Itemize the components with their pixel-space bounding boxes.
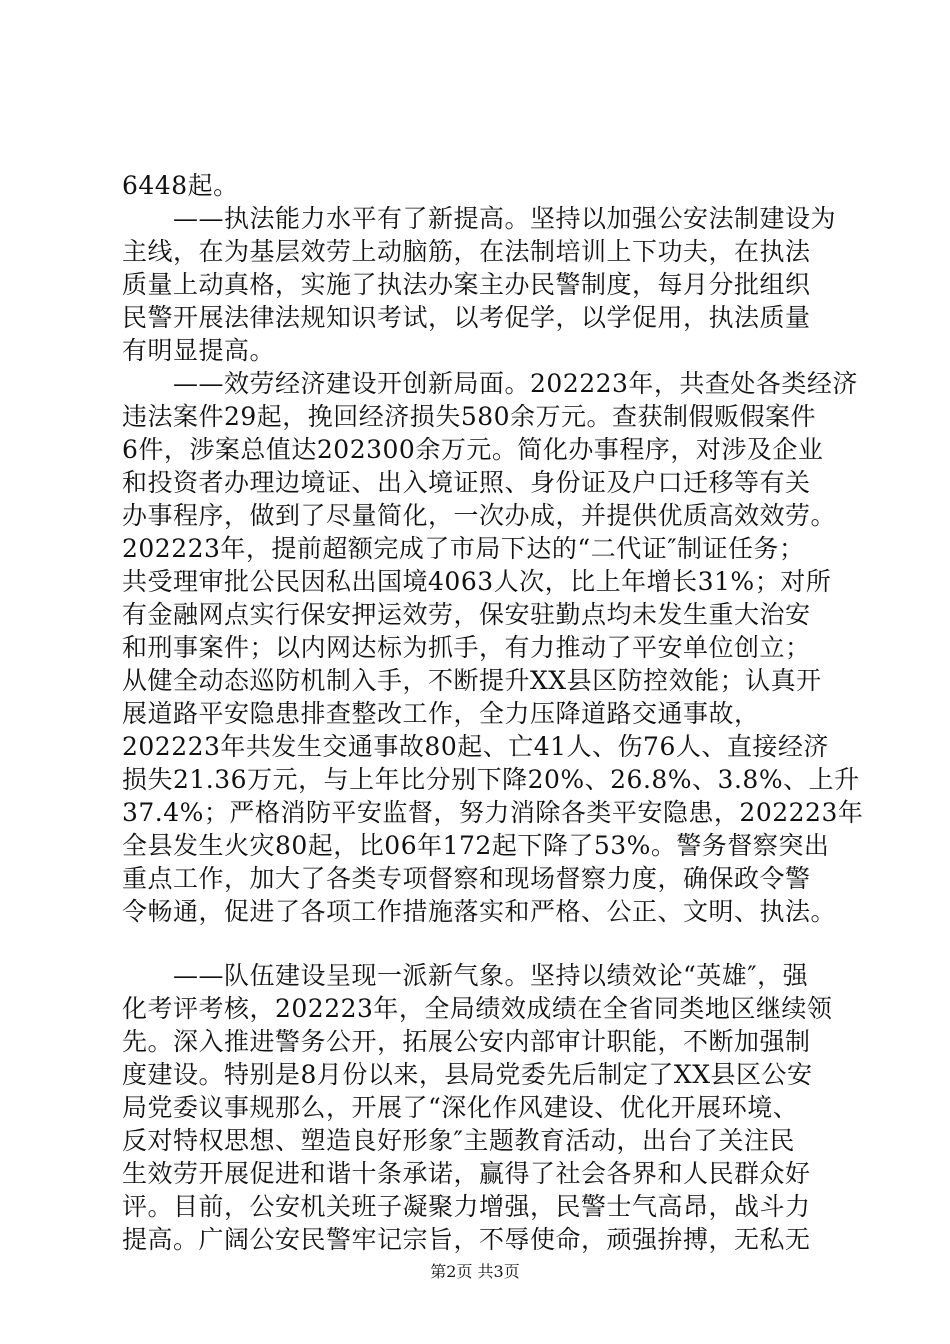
text-line: 和投资者办理边境证、出入境证照、身份证及户口迁移等有关 [122,468,811,497]
text-line: 评。目前，公安机关班子凝聚力增强，民警士气高昂，战斗力 [122,1192,811,1221]
text-line: 有金融网点实行保安押运效劳，保安驻勤点均未发生重大治安 [122,600,811,629]
text-line: 违法案件29起，挽回经济损失580余万元。查获制假贩假案件 [122,402,817,431]
text-line: 民警开展法律法规知识考试，以考促学，以学促用，执法质量 [122,303,811,332]
page-number-footer: 第2页 共3页 [430,1262,520,1281]
text-line: 主线，在为基层效劳上动脑筋，在法制培训上下功夫，在执法 [122,237,811,266]
text-line: 共受理审批公民因私出国境4063人次，比上年增长31%；对所 [122,567,832,596]
text-line: 重点工作，加大了各类专项督察和现场督察力度，确保政令警 [122,864,811,893]
text-line: 6448起。 [122,171,239,200]
text-line: 质量上动真格，实施了执法办案主办民警制度，每月分批组织 [122,270,811,299]
text-line: 度建设。特别是8月份以来，县局党委先后制定了XX县区公安 [122,1060,813,1089]
text-line: 全县发生火灾80起，比06年172起下降了53%。警务督察突出 [122,831,830,860]
text-line: ——执法能力水平有了新提高。坚持以加强公安法制建设为 [122,204,837,233]
text-line: 202223年共发生交通事故80起、亡41人、伤76人、直接经济 [122,732,829,761]
text-line: 先。深入推进警务公开，拓展公安内部审计职能，不断加强制 [122,1027,811,1056]
text-line: 有明显提高。 [122,336,276,365]
text-line: ——队伍建设呈现一派新气象。坚持以绩效论“英雄″，强 [122,961,809,990]
text-line: ——效劳经济建设开创新局面。202223年，共查处各类经济 [122,369,858,398]
text-line: 令畅通，促进了各项工作措施落实和严格、公正、文明、执法。 [122,897,837,926]
text-line: 展道路平安隐患排查整改工作，全力压降道路交通事故， [122,699,760,728]
text-line: 提高。广阔公安民警牢记宗旨，不辱使命，顽强拚搏，无私无 [122,1225,811,1254]
text-line: 损失21.36万元，与上年比分别下降20%、26.8%、3.8%、上升 [122,765,860,794]
text-line: 从健全动态巡防机制入手，不断提升XX县区防控效能；认真开 [122,666,822,695]
text-line: 办事程序，做到了尽量简化，一次办成，并提供优质高效效劳。 [122,501,837,530]
text-line: 反对特权思想、塑造良好形象″主题教育活动，出台了关注民 [122,1126,795,1155]
text-line: 6件，涉案总值达202300余万元。简化办事程序，对涉及企业 [122,435,824,464]
text-line: 生效劳开展促进和谐十条承诺，赢得了社会各界和人民群众好 [122,1159,811,1188]
text-line: 局党委议事规那么，开展了“深化作风建设、优化开展环境、 [122,1093,799,1122]
text-line: 化考评考核，202223年，全局绩效成绩在全省同类地区继续领 [122,994,833,1023]
text-line: 和刑事案件；以内网达标为抓手，有力推动了平安单位创立； [122,633,811,662]
text-line: 37.4%；严格消防平安监督，努力消除各类平安隐患，202223年 [122,798,864,827]
text-line: 202223年，提前超额完成了市局下达的“二代证″制证任务； [122,534,805,563]
